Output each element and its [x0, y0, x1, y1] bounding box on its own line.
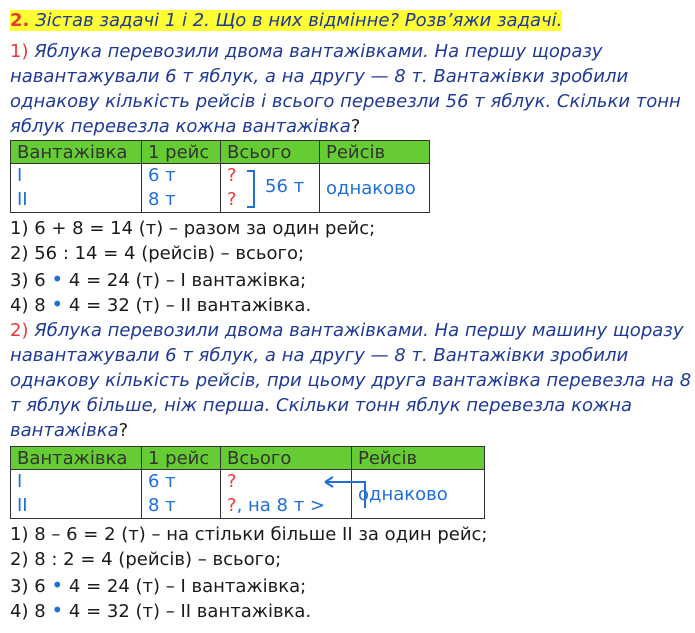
truck-cell: I II — [11, 164, 142, 213]
trips-cell: однаково — [352, 470, 485, 519]
task1-step-2: 2) 56 : 14 = 4 (рейсів) – всього; — [10, 243, 305, 264]
task2-line-1: 2) Яблука перевозили двома вантажівками. На першу машину щоразу — [10, 320, 684, 341]
truck-cell: I II — [11, 470, 142, 519]
multiply-dot-icon: • — [51, 267, 64, 291]
bracket-icon — [247, 170, 255, 208]
per-trip-cell: 6 т 8 т — [142, 470, 221, 519]
task1-line-3: однакову кількість рейсів і всього перевезли 56 т яблук. Скільки тонн — [10, 91, 681, 112]
col-header-trips: Рейсів — [352, 447, 485, 470]
per-trip-cell: 6 т 8 т — [142, 164, 221, 213]
total-difference-note: , на 8 т > — [236, 495, 325, 516]
trips-cell: однаково — [320, 164, 430, 213]
col-header-total: Всього — [221, 141, 320, 164]
task1-label: 1) — [10, 41, 29, 62]
col-header-truck: Вантажівка — [11, 141, 142, 164]
task1-step-3: 3) 6 • 4 = 24 (т) – I вантажівка; — [10, 267, 307, 291]
task2-step-1: 1) 8 – 6 = 2 (т) – на стільки більше II за один рейс; — [10, 524, 488, 545]
task2-line-2: навантажували 6 т яблук, а на другу — 8 т. Вантажівки зробили — [10, 345, 629, 366]
col-header-truck: Вантажівка — [11, 447, 142, 470]
task1-line-2: навантажували 6 т яблук, а на другу — 8 т. Вантажівки зробили — [10, 66, 629, 87]
task1-step-4: 4) 8 • 4 = 32 (т) – II вантажівка. — [10, 292, 312, 316]
task2-step-4: 4) 8 • 4 = 32 (т) – II вантажівка. — [10, 598, 312, 622]
task2-line-5: вантажівка? — [10, 420, 129, 441]
task1-line-1: 1) Яблука перевозили двома вантажівками. На першу щоразу — [10, 41, 603, 62]
task2-label: 2) — [10, 320, 29, 341]
col-header-total: Всього — [221, 447, 352, 470]
exercise-number: 2. — [10, 10, 30, 31]
task2-table — [10, 446, 485, 519]
multiply-dot-icon: • — [51, 292, 64, 316]
task1-step-1: 1) 6 + 8 = 14 (т) – разом за один рейс; — [10, 218, 376, 239]
comparison-arrow-icon — [321, 474, 381, 514]
task2-line-4: т яблук більше, ніж перша. Скільки тонн яблук перевезла кожна — [10, 395, 633, 416]
task2-step-2: 2) 8 : 2 = 4 (рейсів) – всього; — [10, 549, 282, 570]
col-header-per-trip: 1 рейс — [142, 141, 221, 164]
col-header-per-trip: 1 рейс — [142, 447, 221, 470]
task2-line-3: однакову кількість рейсів, при цьому друга вантажівка перевезла на 8 — [10, 370, 692, 391]
total-cell: ? ? 56 т — [221, 164, 320, 213]
task2-step-3: 3) 6 • 4 = 24 (т) – I вантажівка; — [10, 573, 307, 597]
task1-table — [10, 140, 430, 213]
total-cell: ? ?, на 8 т > — [221, 470, 352, 519]
col-header-trips: Рейсів — [320, 141, 430, 164]
task1-line-4: яблук перевезла кожна вантажівка? — [10, 116, 361, 137]
multiply-dot-icon: • — [51, 598, 64, 622]
multiply-dot-icon: • — [51, 573, 64, 597]
exercise-header — [10, 10, 562, 32]
total-sum: 56 т — [265, 176, 305, 197]
exercise-instruction: Зістав задачі 1 і 2. Що в них відмінне? Розв’яжи задачі. — [35, 10, 563, 31]
